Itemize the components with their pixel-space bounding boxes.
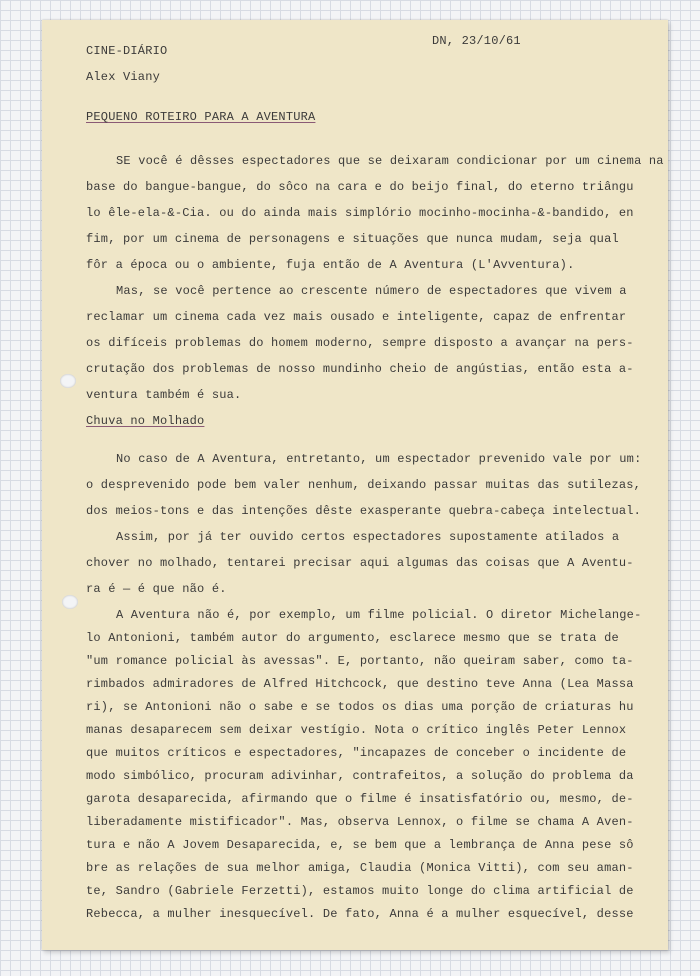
text-line: ra é — é que não é.: [86, 582, 227, 596]
text-line: liberadamente mistificador". Mas, observa Lennox, o filme se chama A Aven-: [86, 815, 634, 829]
section-title: PEQUENO ROTEIRO PARA A AVENTURA: [86, 110, 316, 124]
text-line: os difíceis problemas do homem moderno, sempre disposto a avançar na pers-: [86, 336, 634, 350]
punch-hole-bottom: [62, 595, 78, 609]
text-line: crutação dos problemas de nosso mundinho cheio de angústias, então esta a-: [86, 362, 634, 376]
date-stamp: DN, 23/10/61: [432, 34, 521, 48]
text-line: modo simbólico, procuram adivinhar, contrafeitos, a solução do problema da: [86, 769, 634, 783]
text-line: Rebecca, a mulher inesquecível. De fato, Anna é a mulher esquecível, desse: [86, 907, 634, 921]
text-line: tura e não A Jovem Desaparecida, e, se bem que a lembrança de Anna pese sô: [86, 838, 634, 852]
text-line: base do bangue-bangue, do sôco na cara e do beijo final, do eterno triângu: [86, 180, 634, 194]
text-line: "um romance policial às avessas". E, portanto, não queiram saber, como ta-: [86, 654, 634, 668]
text-line: o desprevenido pode bem valer nenhum, deixando passar muitas das sutilezas,: [86, 478, 642, 492]
text-line: dos meios-tons e das intenções dêste exasperante quebra-cabeça intelectual.: [86, 504, 642, 518]
text-line: manas desaparecem sem deixar vestígio. Nota o crítico inglês Peter Lennox: [86, 723, 627, 737]
text-line: fim, por um cinema de personagens e situações que nunca mudam, seja qual: [86, 232, 619, 246]
text-line: lo Antonioni, também autor do argumento, esclarece mesmo que se trata de: [86, 631, 619, 645]
text-line: ri), se Antonioni não o sabe e se todos os dias uma porção de criaturas hu: [86, 700, 634, 714]
text-line: bre as relações de sua melhor amiga, Claudia (Monica Vitti), com seu aman-: [86, 861, 634, 875]
text-line: chover no molhado, tentarei precisar aqui algumas das coisas que A Aventu-: [86, 556, 634, 570]
text-line: A Aventura não é, por exemplo, um filme policial. O diretor Michelange-: [116, 608, 642, 622]
text-line: rimbados admiradores de Alfred Hitchcock, que destino teve Anna (Lea Massa: [86, 677, 634, 691]
text-line: reclamar um cinema cada vez mais ousado e inteligente, capaz de enfrentar: [86, 310, 627, 324]
text-line: que muitos críticos e espectadores, "incapazes de conceber o incidente de: [86, 746, 627, 760]
text-line: lo êle-ela-&-Cia. ou do ainda mais simplório mocinho-mocinha-&-bandido, en: [86, 206, 634, 220]
text-line: garota desaparecida, afirmando que o filme é insatisfatório ou, mesmo, de-: [86, 792, 634, 806]
text-line: ventura também é sua.: [86, 388, 242, 402]
author-name: Alex Viany: [86, 70, 161, 84]
punch-hole-top: [60, 374, 76, 388]
text-line: te, Sandro (Gabriele Ferzetti), estamos muito longe do clima artificial de: [86, 884, 634, 898]
text-line: No caso de A Aventura, entretanto, um espectador prevenido vale por um:: [116, 452, 642, 466]
text-line: Mas, se você pertence ao crescente número de espectadores que vivem a: [116, 284, 627, 298]
text-line: fôr a época ou o ambiente, fuja então de A Aventura (L'Avventura).: [86, 258, 575, 272]
subtitle: Chuva no Molhado: [86, 414, 205, 428]
text-line: SE você é dêsses espectadores que se deixaram condicionar por um cinema na: [116, 154, 664, 168]
text-line: Assim, por já ter ouvido certos espectadores supostamente atilados a: [116, 530, 620, 544]
column-title: CINE-DIÁRIO: [86, 44, 168, 58]
typewritten-page: [42, 20, 668, 950]
